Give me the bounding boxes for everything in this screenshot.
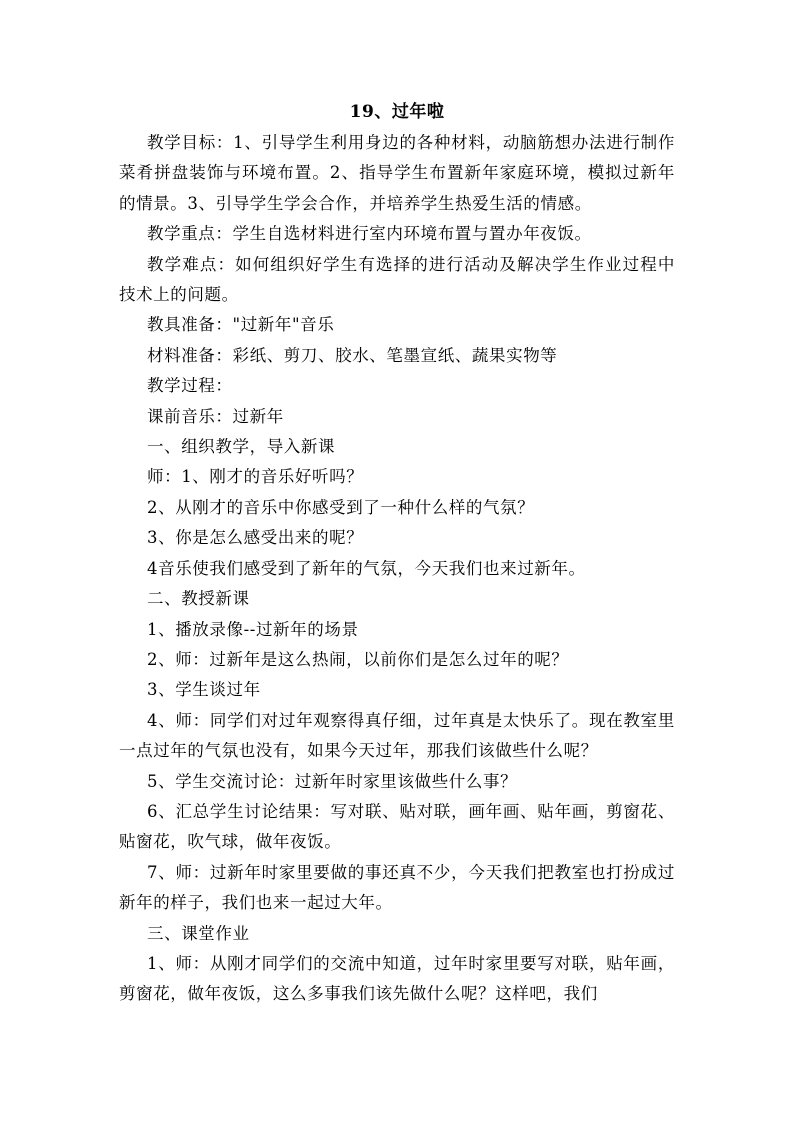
paragraph: 教学难点：如何组织好学生有选择的进行活动及解决学生作业过程中技术上的问题。 xyxy=(119,254,675,305)
paragraph: 二、教授新课 xyxy=(147,589,250,609)
paragraph: 教学目标：1、引导学生利用身边的各种材料，动脑筋想办法进行制作菜肴拼盘装饰与环境布置。2、指导学生布置新年家庭环境，模拟过新年的情景。3、引导学生学会合作，并培养学生热爱生活的情感。 xyxy=(119,133,675,213)
paragraph: 2、从刚才的音乐中你感受到了一种什么样的气氛？ xyxy=(147,497,535,517)
document-page xyxy=(119,96,675,1010)
paragraph: 一、组织教学，导入新课 xyxy=(147,437,336,457)
paragraph: 4、师：同学们对过年观察得真仔细，过年真是太快乐了。现在教室里一点过年的气氛也没有，如果今天过年，那我们该做些什么呢？ xyxy=(119,710,675,761)
paragraph: 3、学生谈过年 xyxy=(147,680,261,700)
paragraph: 课前音乐：过新年 xyxy=(147,406,284,426)
paragraph: 7、师：过新年时家里要做的事还真不少，今天我们把教室也打扮成过新年的样子，我们也来一起过大年。 xyxy=(119,862,675,913)
paragraph: 教学过程： xyxy=(147,376,233,396)
paragraph: 2、师：过新年是这么热闹，以前你们是怎么过年的呢？ xyxy=(147,649,569,669)
document-body xyxy=(119,128,675,1010)
paragraph: 1、师：从刚才同学们的交流中知道，过年时家里要写对联，贴年画，剪窗花，做年夜饭，这么多事我们该先做什么呢？这样吧，我们 xyxy=(119,953,675,1004)
paragraph: 师：1、刚才的音乐好听吗？ xyxy=(147,467,364,487)
paragraph: 材料准备：彩纸、剪刀、胶水、笔墨宣纸、蔬果实物等 xyxy=(147,345,558,365)
paragraph: 教学重点：学生自选材料进行室内环境布置与置办年夜饭。 xyxy=(147,224,592,244)
document-title: 19、过年啦 xyxy=(349,102,445,122)
paragraph: 6、汇总学生讨论结果：写对联、贴对联，画年画、贴年画，剪窗花、贴窗花，吹气球，做年夜饭。 xyxy=(119,801,675,852)
paragraph: 4音乐使我们感受到了新年的气氛，今天我们也来过新年。 xyxy=(147,558,586,578)
paragraph: 5、学生交流讨论：过新年时家里该做些什么事？ xyxy=(147,771,518,791)
paragraph: 3、你是怎么感受出来的呢？ xyxy=(147,528,364,548)
paragraph: 三、课堂作业 xyxy=(147,923,250,943)
paragraph: 1、播放录像--过新年的场景 xyxy=(147,619,359,639)
paragraph: 教具准备："过新年"音乐 xyxy=(147,315,335,335)
